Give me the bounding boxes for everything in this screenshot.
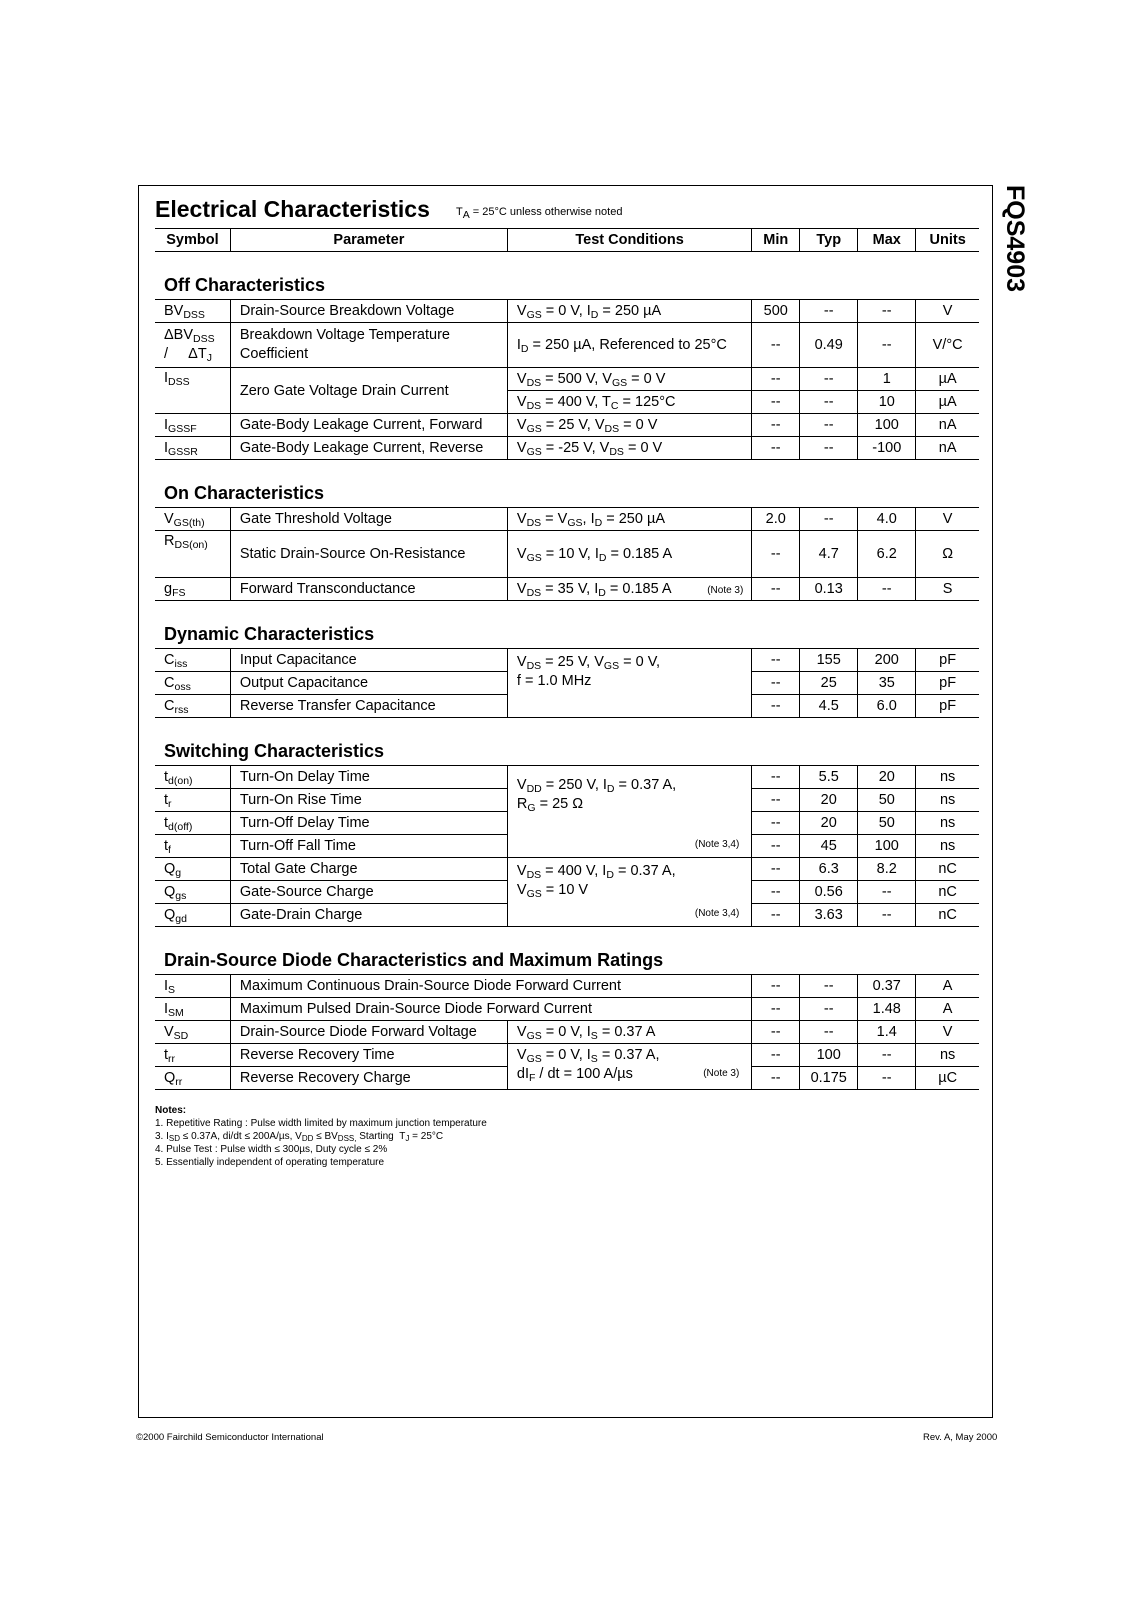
notes xyxy=(155,1104,487,1169)
electrical-characteristics-table xyxy=(155,228,979,1090)
units-value: nA xyxy=(916,414,979,437)
parameter: Input Capacitance xyxy=(230,649,507,672)
header-typ: Typ xyxy=(800,229,858,252)
note-4: 4. Pulse Test : Pulse width ≤ 300µs, Duty cycle ≤ 2% xyxy=(155,1144,388,1155)
typ-value: -- xyxy=(800,300,858,323)
units-value: nC xyxy=(916,904,979,927)
max-value: 4.0 xyxy=(858,508,916,531)
units-value: Ω xyxy=(916,531,979,578)
test-condition: $V_{GS} = 10$ V, $I_D = 0.185$ A xyxy=(507,531,751,578)
typ-value: -- xyxy=(800,1021,858,1044)
min-value: -- xyxy=(752,391,800,414)
units-value: V/°C xyxy=(916,323,979,368)
units-value: V xyxy=(916,508,979,531)
max-value: 10 xyxy=(858,391,916,414)
units-value: V xyxy=(916,1021,979,1044)
symbol: $t_{d(on)}$ xyxy=(155,766,230,789)
symbol: $t_{rr}$ xyxy=(155,1044,230,1067)
typ-value: 25 xyxy=(800,672,858,695)
symbol: $Q_g$ xyxy=(155,858,230,881)
symbol: $g_{FS}$ xyxy=(155,578,230,601)
symbol: $Q_{gs}$ xyxy=(155,881,230,904)
units-value: V xyxy=(916,300,979,323)
symbol: $Q_{gd}$ xyxy=(155,904,230,927)
table-row xyxy=(155,998,979,1021)
units-value: nC xyxy=(916,881,979,904)
units-value: A xyxy=(916,975,979,998)
min-value: -- xyxy=(752,835,800,858)
max-value: -- xyxy=(858,300,916,323)
table-row xyxy=(155,368,979,391)
symbol: $V_{GS(th)}$ xyxy=(155,508,230,531)
min-value: -- xyxy=(752,531,800,578)
min-value: -- xyxy=(752,649,800,672)
conditions-note: $T_A = 25^\circ C$ unless otherwise noted xyxy=(456,206,623,221)
typ-value: 20 xyxy=(800,812,858,835)
typ-value: -- xyxy=(800,391,858,414)
max-value: 1.4 xyxy=(858,1021,916,1044)
header-min: Min xyxy=(752,229,800,252)
test-condition: $V_{GS} = 0$ V, $I_S = 0.37$ A, $dI_F$ / dt = 100 A/µs (Note 3) xyxy=(507,1044,751,1090)
test-condition: $V_{GS} = -25$ V, $V_{DS} = 0$ V xyxy=(507,437,751,460)
note-1: 1. Repetitive Rating : Pulse width limited by maximum junction temperature xyxy=(155,1118,487,1129)
page-title: Electrical Characteristics xyxy=(155,196,430,222)
parameter: Forward Transconductance xyxy=(230,578,507,601)
test-text: = 250 µA, Referenced to 25°C xyxy=(532,337,727,353)
typ-value: 0.56 xyxy=(800,881,858,904)
notes-heading: Notes: xyxy=(155,1105,187,1116)
typ-value: 0.49 xyxy=(800,323,858,368)
parameter: Reverse Recovery Charge xyxy=(230,1067,507,1090)
max-value: 6.0 xyxy=(858,695,916,718)
parameter: Turn-Off Delay Time xyxy=(230,812,507,835)
section-diode: Drain-Source Diode Characteristics and Maximum Ratings xyxy=(155,927,979,975)
typ-value: 6.3 xyxy=(800,858,858,881)
symbol: $I_S$ xyxy=(155,975,230,998)
test-condition: $V_{DS} = 25$ V, $V_{GS} = 0$ V, f = 1.0 MHz xyxy=(507,649,751,718)
header-test-conditions: Test Conditions xyxy=(507,229,751,252)
note-3: 3. $I_{SD} \le 0.37A$, di/dt ≤ 200A/µs, $V_{DD} \le BV_{DSS,}$ Starting $T_J = 25^\circ C$ xyxy=(155,1131,444,1143)
typ-value: 3.63 xyxy=(800,904,858,927)
min-value: -- xyxy=(752,881,800,904)
parameter: Gate-Drain Charge xyxy=(230,904,507,927)
max-value: -100 xyxy=(858,437,916,460)
min-value: -- xyxy=(752,975,800,998)
symbol: $t_r$ xyxy=(155,789,230,812)
typ-value: -- xyxy=(800,975,858,998)
parameter: Drain-Source Breakdown Voltage xyxy=(230,300,507,323)
section-dynamic: Dynamic Characteristics xyxy=(155,601,979,649)
table-row xyxy=(155,508,979,531)
symbol: $C_{oss}$ xyxy=(155,672,230,695)
test-condition: $V_{DS} = 35$ V, $I_D = 0.185$ A (Note 3) xyxy=(507,578,751,601)
parameter: Gate Threshold Voltage xyxy=(230,508,507,531)
max-value: -- xyxy=(858,1067,916,1090)
typ-value: 0.175 xyxy=(800,1067,858,1090)
max-value: 6.2 xyxy=(858,531,916,578)
min-value: -- xyxy=(752,323,800,368)
table-header xyxy=(155,229,979,252)
symbol: $C_{iss}$ xyxy=(155,649,230,672)
test-note: (Note 3) xyxy=(703,1068,740,1079)
units-value: ns xyxy=(916,789,979,812)
units-value: pF xyxy=(916,649,979,672)
units-value: nC xyxy=(916,858,979,881)
test-condition: $V_{DS} = 400$ V, $T_C = 125^\circ C$ xyxy=(507,391,751,414)
units-value: ns xyxy=(916,1044,979,1067)
test-note: (Note 3,4) xyxy=(694,839,740,850)
table-row xyxy=(155,300,979,323)
parameter: Turn-Off Fall Time xyxy=(230,835,507,858)
max-value: -- xyxy=(858,1044,916,1067)
min-value: -- xyxy=(752,414,800,437)
symbol: $V_{SD}$ xyxy=(155,1021,230,1044)
parameter: Maximum Pulsed Drain-Source Diode Forward Current xyxy=(230,998,751,1021)
typ-value: -- xyxy=(800,414,858,437)
typ-value: 5.5 xyxy=(800,766,858,789)
table-row xyxy=(155,975,979,998)
footer-revision: Rev. A, May 2000 xyxy=(923,1432,998,1443)
test-condition: $V_{DS} = 500$ V, $V_{GS} = 0$ V xyxy=(507,368,751,391)
min-value: -- xyxy=(752,858,800,881)
min-value: 500 xyxy=(752,300,800,323)
max-value: -- xyxy=(858,323,916,368)
min-value: -- xyxy=(752,578,800,601)
typ-value: 45 xyxy=(800,835,858,858)
parameter: Turn-On Rise Time xyxy=(230,789,507,812)
typ-value: 4.7 xyxy=(800,531,858,578)
header-symbol: Symbol xyxy=(155,229,230,252)
test-condition: $V_{GS} = 25$ V, $V_{DS} = 0$ V xyxy=(507,414,751,437)
min-value: -- xyxy=(752,368,800,391)
min-value: 2.0 xyxy=(752,508,800,531)
part-number: FQS4903 xyxy=(1001,185,1029,293)
symbol: $Q_{rr}$ xyxy=(155,1067,230,1090)
section-switching: Switching Characteristics xyxy=(155,718,979,766)
symbol: $\Delta BV_{DSS}$ / $\Delta T_J$ xyxy=(155,323,230,368)
test-condition: $V_{DS} = 400$ V, $I_D = 0.37$ A, $V_{GS} = 10$ V (Note 3,4) xyxy=(507,858,751,927)
footer-copyright: ©2000 Fairchild Semiconductor International xyxy=(136,1432,324,1443)
test-condition: $V_{GS} = 0$ V, $I_D = 250$ µA xyxy=(507,300,751,323)
min-value: -- xyxy=(752,695,800,718)
symbol: $I_{SM}$ xyxy=(155,998,230,1021)
typ-value: 20 xyxy=(800,789,858,812)
test-condition: $V_{GS} = 0$ V, $I_S = 0.37$ A xyxy=(507,1021,751,1044)
symbol: $I_{GSSF}$ xyxy=(155,414,230,437)
test-note: (Note 3) xyxy=(707,585,744,596)
units-value: S xyxy=(916,578,979,601)
max-value: 1 xyxy=(858,368,916,391)
min-value: -- xyxy=(752,1044,800,1067)
parameter: Drain-Source Diode Forward Voltage xyxy=(230,1021,507,1044)
units-value: nA xyxy=(916,437,979,460)
parameter: Zero Gate Voltage Drain Current xyxy=(230,368,507,414)
table-row xyxy=(155,578,979,601)
units-value: µA xyxy=(916,368,979,391)
min-value: -- xyxy=(752,1067,800,1090)
typ-value: 0.13 xyxy=(800,578,858,601)
parameter: Gate-Body Leakage Current, Forward xyxy=(230,414,507,437)
header-parameter: Parameter xyxy=(230,229,507,252)
units-value: µA xyxy=(916,391,979,414)
max-value: 100 xyxy=(858,835,916,858)
parameter: Output Capacitance xyxy=(230,672,507,695)
parameter: Gate-Body Leakage Current, Reverse xyxy=(230,437,507,460)
symbol: $I_{DSS}$ xyxy=(155,368,230,414)
units-value: ns xyxy=(916,835,979,858)
max-value: 50 xyxy=(858,789,916,812)
parameter: Gate-Source Charge xyxy=(230,881,507,904)
max-value: 50 xyxy=(858,812,916,835)
typ-value: 155 xyxy=(800,649,858,672)
max-value: 100 xyxy=(858,414,916,437)
max-value: -- xyxy=(858,904,916,927)
parameter: Maximum Continuous Drain-Source Diode Forward Current xyxy=(230,975,751,998)
typ-value: -- xyxy=(800,508,858,531)
symbol: $C_{rss}$ xyxy=(155,695,230,718)
units-value: µC xyxy=(916,1067,979,1090)
symbol: $R_{DS(on)}$ xyxy=(155,531,230,578)
typ-value: 100 xyxy=(800,1044,858,1067)
typ-value: 4.5 xyxy=(800,695,858,718)
max-value: 8.2 xyxy=(858,858,916,881)
table-row xyxy=(155,1021,979,1044)
max-value: 200 xyxy=(858,649,916,672)
typ-value: -- xyxy=(800,998,858,1021)
min-value: -- xyxy=(752,812,800,835)
table-row xyxy=(155,414,979,437)
parameter: Static Drain-Source On-Resistance xyxy=(230,531,507,578)
min-value: -- xyxy=(752,437,800,460)
max-value: -- xyxy=(858,881,916,904)
typ-value: -- xyxy=(800,437,858,460)
test-condition: $V_{DS} = V_{GS}$, $I_D = 250$ µA xyxy=(507,508,751,531)
units-value: pF xyxy=(916,672,979,695)
header-units: Units xyxy=(916,229,979,252)
parameter: Reverse Transfer Capacitance xyxy=(230,695,507,718)
header-max: Max xyxy=(858,229,916,252)
test-condition: $V_{DD} = 250$ V, $I_D = 0.37$ A, $R_G = 25$ Ω (Note 3,4) xyxy=(507,766,751,858)
min-value: -- xyxy=(752,672,800,695)
parameter: Breakdown Voltage Temperature Coefficient xyxy=(230,323,507,368)
table-row xyxy=(155,766,979,789)
max-value: -- xyxy=(858,578,916,601)
test-note: (Note 3,4) xyxy=(694,908,740,919)
table-row xyxy=(155,1044,979,1067)
max-value: 1.48 xyxy=(858,998,916,1021)
units-value: ns xyxy=(916,766,979,789)
symbol: $t_f$ xyxy=(155,835,230,858)
parameter: Turn-On Delay Time xyxy=(230,766,507,789)
table-row xyxy=(155,323,979,368)
table-row xyxy=(155,531,979,578)
units-value: pF xyxy=(916,695,979,718)
max-value: 0.37 xyxy=(858,975,916,998)
table-row xyxy=(155,858,979,881)
min-value: -- xyxy=(752,766,800,789)
typ-value: -- xyxy=(800,368,858,391)
units-value: A xyxy=(916,998,979,1021)
units-value: ns xyxy=(916,812,979,835)
note-5: 5. Essentially independent of operating temperature xyxy=(155,1157,385,1168)
parameter: Reverse Recovery Time xyxy=(230,1044,507,1067)
min-value: -- xyxy=(752,789,800,812)
table-row xyxy=(155,437,979,460)
table-row xyxy=(155,649,979,672)
section-on: On Characteristics xyxy=(155,460,979,508)
test-condition: $I_D = 250$ µA, Referenced to 25°C xyxy=(507,323,751,368)
min-value: -- xyxy=(752,1021,800,1044)
symbol: $t_{d(off)}$ xyxy=(155,812,230,835)
section-off: Off Characteristics xyxy=(155,252,979,300)
symbol: $I_{GSSR}$ xyxy=(155,437,230,460)
min-value: -- xyxy=(752,998,800,1021)
max-value: 35 xyxy=(858,672,916,695)
min-value: -- xyxy=(752,904,800,927)
symbol: $BV_{DSS}$ xyxy=(155,300,230,323)
parameter: Total Gate Charge xyxy=(230,858,507,881)
max-value: 20 xyxy=(858,766,916,789)
